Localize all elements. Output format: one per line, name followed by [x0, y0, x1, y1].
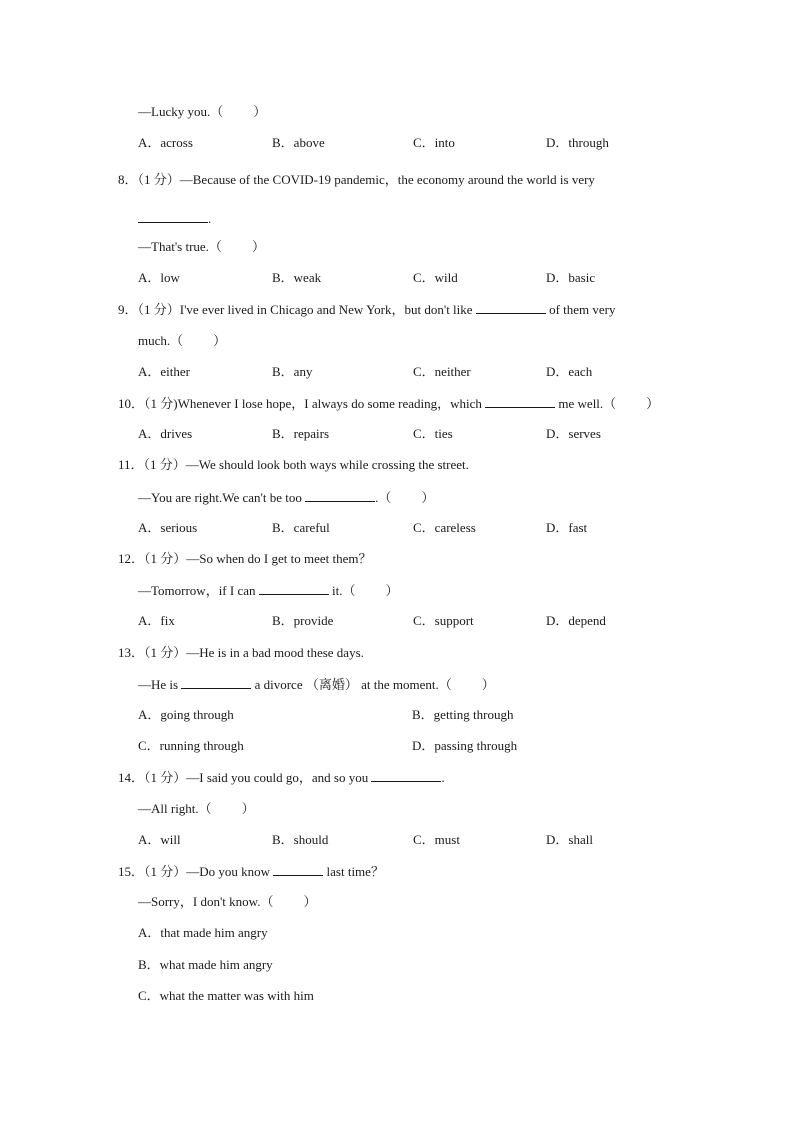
q7-option-a[interactable]: A．across	[138, 135, 193, 150]
q9-option-b[interactable]: B．any	[272, 364, 313, 379]
q10-option-c[interactable]: C．ties	[413, 426, 453, 441]
q11-option-d[interactable]: D．fast	[546, 520, 588, 535]
q11-stem: 11．（1 分）—We should look both ways while crossing the street.	[118, 457, 469, 472]
q13-option-a[interactable]: A．going through	[138, 707, 234, 722]
q7-option-d[interactable]: D．through	[546, 135, 609, 150]
q12-option-d[interactable]: D．depend	[546, 613, 606, 628]
q10-option-d[interactable]: D．serves	[546, 426, 601, 441]
q14-option-c[interactable]: C．must	[413, 832, 460, 847]
q10-option-a[interactable]: A．drives	[138, 426, 193, 441]
q12-option-a[interactable]: A．fix	[138, 613, 175, 628]
q15-option-b[interactable]: B．what made him angry	[138, 957, 273, 972]
q9-option-d[interactable]: D．each	[546, 364, 593, 379]
q8-blank	[138, 210, 208, 223]
q8-stem: 8．（1 分）—Because of the COVID-19 pandemic，the economy around the world is very	[118, 172, 595, 187]
q12-option-b[interactable]: B．provide	[272, 613, 334, 628]
q14-answer-line: —All right.（ ）	[138, 801, 255, 816]
q11-blank	[305, 489, 375, 502]
q15-blank	[273, 863, 323, 876]
q13-answer-line: —He is a divorce （离婚） at the moment.（ ）	[138, 677, 495, 692]
q8-option-c[interactable]: C．wild	[413, 270, 458, 285]
q11-option-a[interactable]: A．serious	[138, 520, 198, 535]
q9-stem-cont: much.（ ）	[138, 333, 227, 348]
q13-blank	[181, 676, 251, 689]
q7-option-c[interactable]: C．into	[413, 135, 455, 150]
q8-option-b[interactable]: B．weak	[272, 270, 322, 285]
q11-answer-line: —You are right.We can't be too .（ ）	[138, 490, 435, 505]
q10-stem: 10．（1 分)Whenever I lose hope，I always do some reading，which me well.（ ）	[118, 396, 660, 411]
q14-option-b[interactable]: B．should	[272, 832, 329, 847]
q12-answer-line: —Tomorrow，if I can it.（ ）	[138, 583, 399, 598]
q11-option-b[interactable]: B．careful	[272, 520, 330, 535]
q13-stem: 13．（1 分）—He is in a bad mood these days.	[118, 645, 364, 660]
q8-option-d[interactable]: D．basic	[546, 270, 596, 285]
q9-option-c[interactable]: C．neither	[413, 364, 471, 379]
q7-answer-line: —Lucky you.（ ）	[138, 104, 267, 119]
q10-option-b[interactable]: B．repairs	[272, 426, 330, 441]
q13-option-b[interactable]: B．getting through	[412, 707, 514, 722]
q7-option-b[interactable]: B．above	[272, 135, 325, 150]
q9-stem: 9．（1 分）I've ever lived in Chicago and New York，but don't like of them very	[118, 302, 616, 317]
q9-blank	[476, 301, 546, 314]
q8-stem-cont: .	[138, 210, 211, 227]
q12-blank	[259, 582, 329, 595]
q15-answer-line: —Sorry，I don't know.（ ）	[138, 894, 317, 909]
q12-option-c[interactable]: C．support	[413, 613, 474, 628]
q13-option-c[interactable]: C．running through	[138, 738, 244, 753]
q15-option-a[interactable]: A．that made him angry	[138, 925, 268, 940]
q8-answer-line: —That's true.（ ）	[138, 239, 265, 254]
q8-option-a[interactable]: A．low	[138, 270, 180, 285]
q15-stem: 15．（1 分）—Do you know last time？	[118, 864, 384, 879]
q14-stem: 14．（1 分）—I said you could go，and so you .	[118, 770, 445, 785]
q10-blank	[485, 395, 555, 408]
q11-option-c[interactable]: C．careless	[413, 520, 476, 535]
q15-option-c[interactable]: C．what the matter was with him	[138, 988, 314, 1003]
q14-option-a[interactable]: A．will	[138, 832, 181, 847]
q9-option-a[interactable]: A．either	[138, 364, 190, 379]
q13-option-d[interactable]: D．passing through	[412, 738, 518, 753]
q14-blank	[371, 769, 441, 782]
q14-option-d[interactable]: D．shall	[546, 832, 593, 847]
q12-stem: 12．（1 分）—So when do I get to meet them？	[118, 551, 372, 566]
